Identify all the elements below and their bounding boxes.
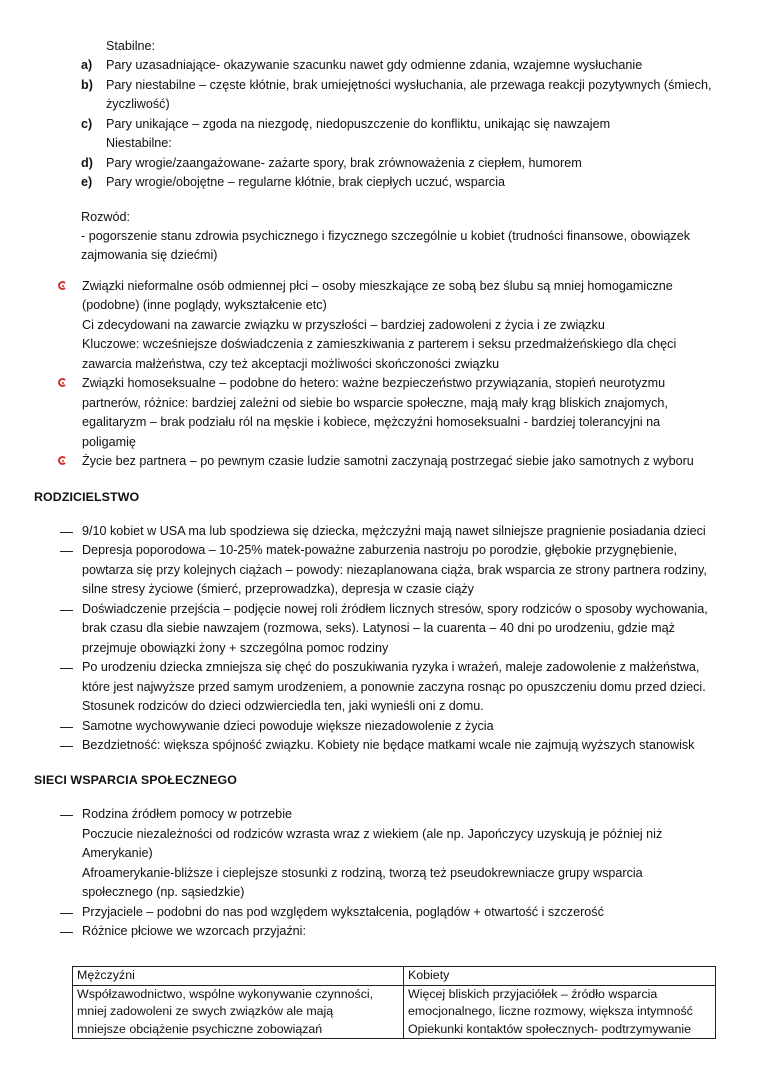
- list-item-cont: Amerykanie): [82, 846, 153, 860]
- list-item-cont: społecznego (np. sąsiedzkie): [82, 885, 245, 899]
- red-bullet-icon: [58, 456, 67, 465]
- cell-line: emocjonalnego, liczne rozmowy, większa intymność: [408, 1004, 693, 1018]
- list-item: Po urodzeniu dziecka zmniejsza się chęć do poszukiwania ryzyka i wrażeń, maleje zadowolenie z małżeństwa,: [82, 660, 700, 674]
- paragraph-line: Ci zdecydowani na zawarcie związku w przyszłości – bardziej zadowoleni z życia i ze związku: [82, 318, 605, 332]
- red-bullet-icon: [58, 378, 67, 387]
- cell-line: Opiekunki kontaktów społecznych- podtrzymywanie: [408, 1021, 692, 1036]
- list-item: Pary niestabilne – częste kłótnie, brak umiejętności wysłuchania, ale przewaga reakcji pozytywnych (śmiech,: [106, 78, 712, 92]
- dash-bullet-icon: [60, 727, 73, 728]
- dash-bullet-icon: [60, 668, 73, 669]
- dash-bullet-icon: [60, 746, 73, 747]
- red-bullet-icon: [58, 281, 67, 290]
- stable-label: Stabilne:: [106, 39, 156, 53]
- dash-bullet-icon: [60, 551, 73, 552]
- list-item: Samotne wychowywanie dzieci powoduje większe niezadowolenie z życia: [82, 719, 494, 733]
- list-item: Doświadczenie przejścia – podjęcie nowej roli źródłem licznych stresów, spory rodziców o sposoby wychowania,: [82, 602, 708, 616]
- section-heading-support: SIECI WSPARCIA SPOŁECZNEGO: [34, 773, 237, 787]
- friendship-table: [72, 966, 716, 1039]
- list-item-cont: przejmuje obowiązki żony + szczególna pomoc rodziny: [82, 641, 389, 655]
- list-item: Depresja poporodowa – 10-25% matek-poważne zaburzenia nastroju po porodzie, głębokie przygnębienie,: [82, 543, 678, 557]
- dash-bullet-icon: [60, 932, 73, 933]
- list-item-cont: które jest najwyższe przed samym urodzeniem, a ponownie zaczyna rosnąc po opuszczeniu domu przed dzieci.: [82, 680, 706, 694]
- list-item: 9/10 kobiet w USA ma lub spodziewa się dziecka, mężczyźni mają nawet silniejsze pragnienie posiadania dzieci: [82, 524, 706, 538]
- list-item: Pary uzasadniające- okazywanie szacunku nawet gdy odmienne zdania, wzajemne wysłuchanie: [106, 58, 643, 72]
- list-item: Pary wrogie/zaangażowane- zażarte spory, brak zrównoważenia z ciepłem, humorem: [106, 156, 582, 170]
- list-item: Bezdzietność: większa spójność związku. Kobiety nie będące matkami wcale nie zajmują wyższych stanowisk: [82, 738, 695, 752]
- paragraph-line: Związki homoseksualne – podobne do hetero: ważne bezpieczeństwo przywiązania, stopień neurotyzmu: [82, 376, 666, 390]
- paragraph-line: partnerów, różnice: bardziej zależni od siebie bo wsparcie społeczne, mają mały krąg bliskich znajomych,: [82, 396, 668, 410]
- divorce-title: Rozwód:: [81, 210, 130, 224]
- dash-bullet-icon: [60, 913, 73, 914]
- cell-line: Współzawodnictwo, wspólne wykonywanie czynności,: [77, 986, 374, 1001]
- paragraph-line: Związki nieformalne osób odmiennej płci – osoby mieszkające ze sobą bez ślubu są mniej homogamiczne: [82, 279, 673, 293]
- dash-bullet-icon: [60, 815, 73, 816]
- item-letter: b): [81, 78, 93, 92]
- dash-bullet-icon: [60, 532, 73, 533]
- paragraph-line: zawarcia małżeństwa, czy też akceptacji możliwości skończoności związku: [82, 357, 500, 371]
- section-heading-parenthood: RODZICIELSTWO: [34, 490, 140, 504]
- list-item-cont: brak czasu dla siebie nawzajem (rozmowa, seks). Latynosi – la cuarenta – 40 dni po urodzeniu, gdzie mąż: [82, 621, 675, 635]
- paragraph-line: (podobne) (inne poglądy, wykształcenie etc): [82, 298, 327, 312]
- list-item: Pary unikające – zgoda na niezgodę, niedopuszczenie do konfliktu, unikając się nawzajem: [106, 117, 611, 131]
- list-item: Przyjaciele – podobni do nas pod względem wykształcenia, poglądów + otwartość i szczerość: [82, 905, 604, 919]
- table-header-cell: Mężczyźni: [73, 967, 404, 986]
- item-letter: d): [81, 156, 93, 170]
- paragraph-line: poligamię: [82, 435, 136, 449]
- divorce-line: - pogorszenie stanu zdrowia psychicznego i fizycznego szczególnie u kobiet (trudności finansowe, obowiązek: [81, 229, 691, 243]
- list-item-cont: Afroamerykanie-bliższe i cieplejsze stosunki z rodziną, tworzą też pseudokrewniacze grupy wsparcia: [82, 866, 643, 880]
- table-row: [73, 985, 716, 1039]
- list-item-cont: Stosunek rodziców do dzieci odzwierciedla ten, jaki wynieśli oni z domu.: [82, 699, 484, 713]
- cell-line: Więcej bliskich przyjaciółek – źródło wsparcia: [408, 986, 658, 1001]
- cell-line: mniej zadowoleni ze swych związków ale mają: [77, 1004, 334, 1018]
- divorce-line: zajmowania się dziećmi): [81, 248, 218, 262]
- list-item-cont: silne stresy życiowe (śmierć, przeprowadzka), depresja w czasie ciąży: [82, 582, 474, 596]
- dash-bullet-icon: [60, 610, 73, 611]
- table-header-cell: Kobiety: [404, 967, 716, 986]
- item-letter: e): [81, 175, 93, 189]
- list-item-cont: życzliwość): [106, 97, 170, 111]
- item-letter: c): [81, 117, 93, 131]
- list-item-cont: powtarza się przy kolejnych ciążach – powody: niezaplanowana ciąża, brak wsparcia ze strony partnera rodziny,: [82, 563, 707, 577]
- list-item: Pary wrogie/obojętne – regularne kłótnie, brak ciepłych uczuć, wsparcia: [106, 175, 506, 189]
- table-cell-men: [73, 985, 404, 1039]
- item-letter: a): [81, 58, 93, 72]
- cell-line: mniejsze obciążenie psychiczne zobowiązań: [77, 1021, 323, 1036]
- list-item: Różnice płciowe we wzorcach przyjaźni:: [82, 924, 306, 938]
- list-item: Rodzina źródłem pomocy w potrzebie: [82, 807, 292, 821]
- paragraph-line: Życie bez partnera – po pewnym czasie ludzie samotni zaczynają postrzegać siebie jako samotnych z wyboru: [82, 454, 694, 468]
- table-cell-women: [404, 985, 716, 1039]
- list-item-cont: Poczucie niezależności od rodziców wzrasta wraz z wiekiem (ale np. Japończycy uzyskują je później niż: [82, 827, 663, 841]
- table-header-row: [73, 967, 716, 986]
- paragraph-line: Kluczowe: wcześniejsze doświadczenia z zamieszkiwania z parterem i seksu przedmałżeńskiego dla chęci: [82, 337, 677, 351]
- unstable-label: Niestabilne:: [106, 136, 172, 150]
- paragraph-line: egalitaryzm – brak podziału ról na męskie i kobiece, mężczyźni homoseksualni - bardziej tolerancyjni na: [82, 415, 661, 429]
